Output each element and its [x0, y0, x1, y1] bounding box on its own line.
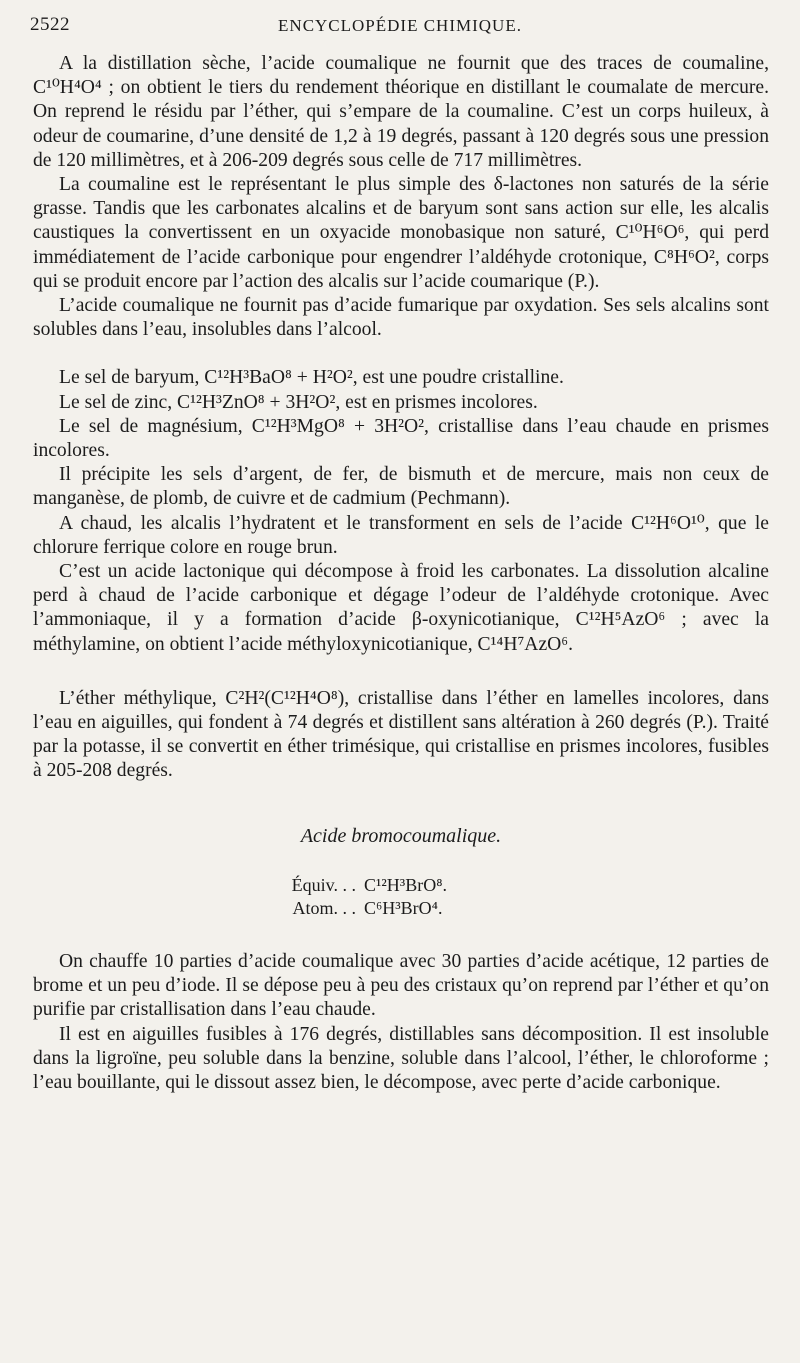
paragraph-barium-salt: Le sel de baryum, C¹²H³BaO⁸ + H²O², est une poudre cristalline.: [59, 367, 564, 389]
equivalent-row: [251, 874, 551, 897]
atomic-formula: C⁶H³BrO⁴.: [364, 897, 443, 918]
running-title: ENCYCLOPÉDIE CHIMIQUE.: [278, 16, 522, 35]
equivalent-label: Équiv. . .: [291, 874, 356, 895]
paragraph-hydration: A chaud, les alcalis l’hydratent et le transforment en sels de l’acide C¹²H⁶O¹⁰, que le chlorure ferrique colore en rouge brun.: [33, 512, 769, 558]
atomic-row: [251, 897, 551, 920]
equivalent-formula: C¹²H³BrO⁸.: [364, 874, 447, 895]
paragraph-precipitation: Il précipite les sels d’argent, de fer, de bismuth et de mercure, mais non ceux de manganèse, de plomb, de cuivre et de cadmium (Pechmann).: [33, 464, 769, 510]
page-number: 2522: [30, 14, 70, 35]
equivalents-table: [251, 874, 551, 920]
paragraph-magnesium-salt: Le sel de magnésium, C¹²H³MgO⁸ + 3H²O², cristallise dans l’eau chaude en prismes incolores.: [33, 415, 769, 462]
paragraph-lactonic-acid: C’est un acide lactonique qui décompose à froid les carbonates. La dissolution alcaline perd à chaud de l’acide carbonique et dégage l’odeur de l’aldéhyde crotonique. Avec l’ammoniaque, il y a formation d’acide β-oxynicotianique, C¹²H⁵AzO⁶ ; avec la méthylamine, on obtient l’acide méthyloxynicotianique, C¹⁴H⁷AzO⁶.: [33, 561, 769, 655]
paragraph-preparation: On chauffe 10 parties d’acide coumalique avec 30 parties d’acide acétique, 12 parties de brome et un peu d’iode. Il se dépose peu à peu des cristaux qu’on reprend par l’éther et qu’on purifie par cristallisation dans l’eau chaude.: [33, 950, 769, 1021]
section-heading: Acide bromocoumalique.: [300, 824, 502, 847]
paragraph-coumaline: La coumaline est le représentant le plus simple des δ-lactones non saturés de la série grasse. Tandis que les carbonates alcalins et de baryum sont sans action sur elle, les alcalis caustiques la convertissent en un oxyacide monobasique non saturé, C¹⁰H⁶O⁶, qui perd immédiatement de l’acide carbonique pour engendrer l’aldéhyde crotonique, C⁸H⁶O², corps qui se produit encore par l’action des alcalis sur l’acide coumarique (P.).: [33, 174, 769, 292]
paragraph-methyl-ether: L’éther méthylique, C²H²(C¹²H⁴O⁸), cristallise dans l’éther en lamelles incolores, dans l’eau en aiguilles, qui fondent à 74 degrés et distillent sans altération à 260 degrés (P.). Traité par la potasse, il se convertit en éther trimésique, qui cristallise en prismes incolores, fusibles à 205-208 degrés.: [33, 687, 769, 782]
paragraph-oxidation: L’acide coumalique ne fournit pas d’acide fumarique par oxydation. Ses sels alcalins sont solubles dans l’eau, insolubles dans l’alcool.: [33, 295, 769, 341]
paragraph-properties: Il est en aiguilles fusibles à 176 degrés, distillables sans décomposition. Il est insoluble dans la ligroïne, peu soluble dans la benzine, soluble dans l’alcool, l’éther, le chloroforme ; l’eau bouillante, qui le dissout assez bien, le décompose, avec perte d’acide carbonique.: [33, 1023, 769, 1093]
page-body: [33, 52, 769, 1095]
atomic-label: Atom. . .: [292, 897, 356, 918]
paragraph-distillation: A la distillation sèche, l’acide coumalique ne fournit que des traces de coumaline, C¹⁰H⁴O⁴ ; on obtient le tiers du rendement théorique en distillant le coumalate de mercure. On reprend le résidu par l’éther, qui s’empare de la coumaline. C’est un corps huileux, à odeur de coumarine, d’une densité de 1,2 à 19 degrés, passant à 120 degrés sous une pression de 120 millimètres, et à 206-209 degrés sous celle de 717 millimètres.: [33, 53, 769, 171]
page-header: [26, 14, 774, 44]
paragraph-zinc-salt: Le sel de zinc, C¹²H³ZnO⁸ + 3H²O², est en prismes incolores.: [59, 391, 538, 413]
